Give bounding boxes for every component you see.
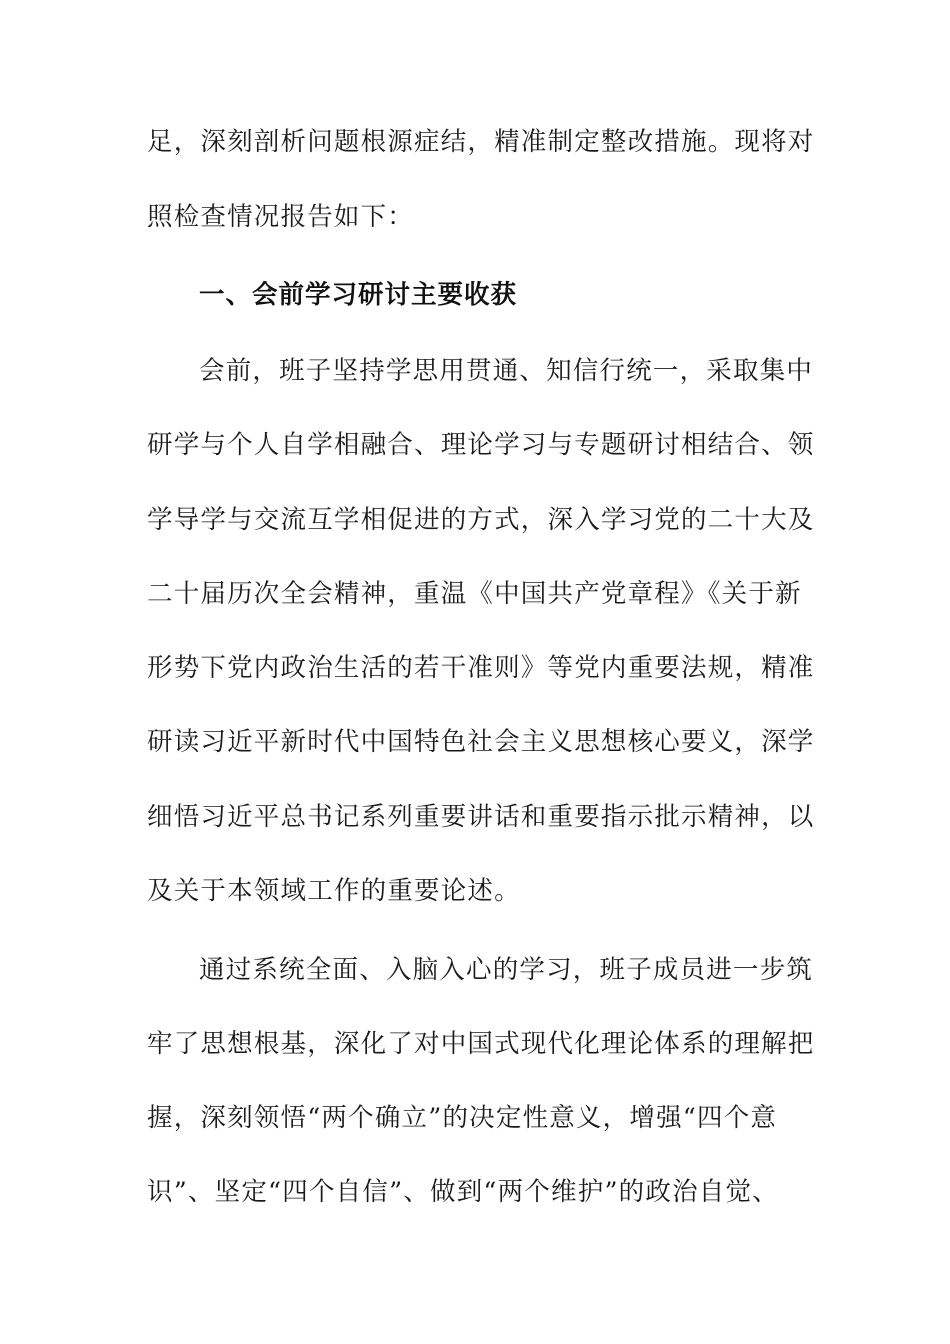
paragraph-2-line-3: 握，深刻领悟“两个确立”的决定性意义，增强“四个意: [147, 1103, 778, 1133]
paragraph-1-line-1: 会前，班子坚持学思用贯通、知信行统一，采取集中: [199, 356, 814, 386]
section-heading: 一、会前学习研讨主要收获: [199, 280, 518, 310]
intro-line-2: 照检查情况报告如下：: [147, 202, 415, 232]
paragraph-1-line-8: 及关于本领域工作的重要论述。: [147, 876, 521, 906]
paragraph-1-line-5: 形势下党内政治生活的若干准则》等党内重要法规，精准: [147, 653, 815, 683]
paragraph-2-line-4: 识”、坚定“四个自信”、做到“两个维护”的政治自觉、: [147, 1177, 779, 1207]
paragraph-1-line-7: 细悟习近平总书记系列重要讲话和重要指示批示精神，以: [147, 802, 815, 832]
paragraph-1-line-6: 研读习近平新时代中国特色社会主义思想核心要义，深学: [147, 727, 815, 757]
paragraph-1-line-3: 学导学与交流互学相促进的方式，深入学习党的二十大及: [147, 505, 815, 535]
paragraph-2-line-1: 通过系统全面、入脑入心的学习，班子成员进一步筑: [199, 955, 814, 985]
intro-line-1: 足，深刻剖析问题根源症结，精准制定整改措施。现将对: [147, 127, 815, 157]
paragraph-1-line-4: 二十届历次全会精神，重温《中国共产党章程》《关于新: [147, 579, 802, 609]
paragraph-2-line-2: 牢了思想根基，深化了对中国式现代化理论体系的理解把: [147, 1029, 815, 1059]
paragraph-1-line-2: 研学与个人自学相融合、理论学习与专题研讨相结合、领: [147, 430, 815, 460]
